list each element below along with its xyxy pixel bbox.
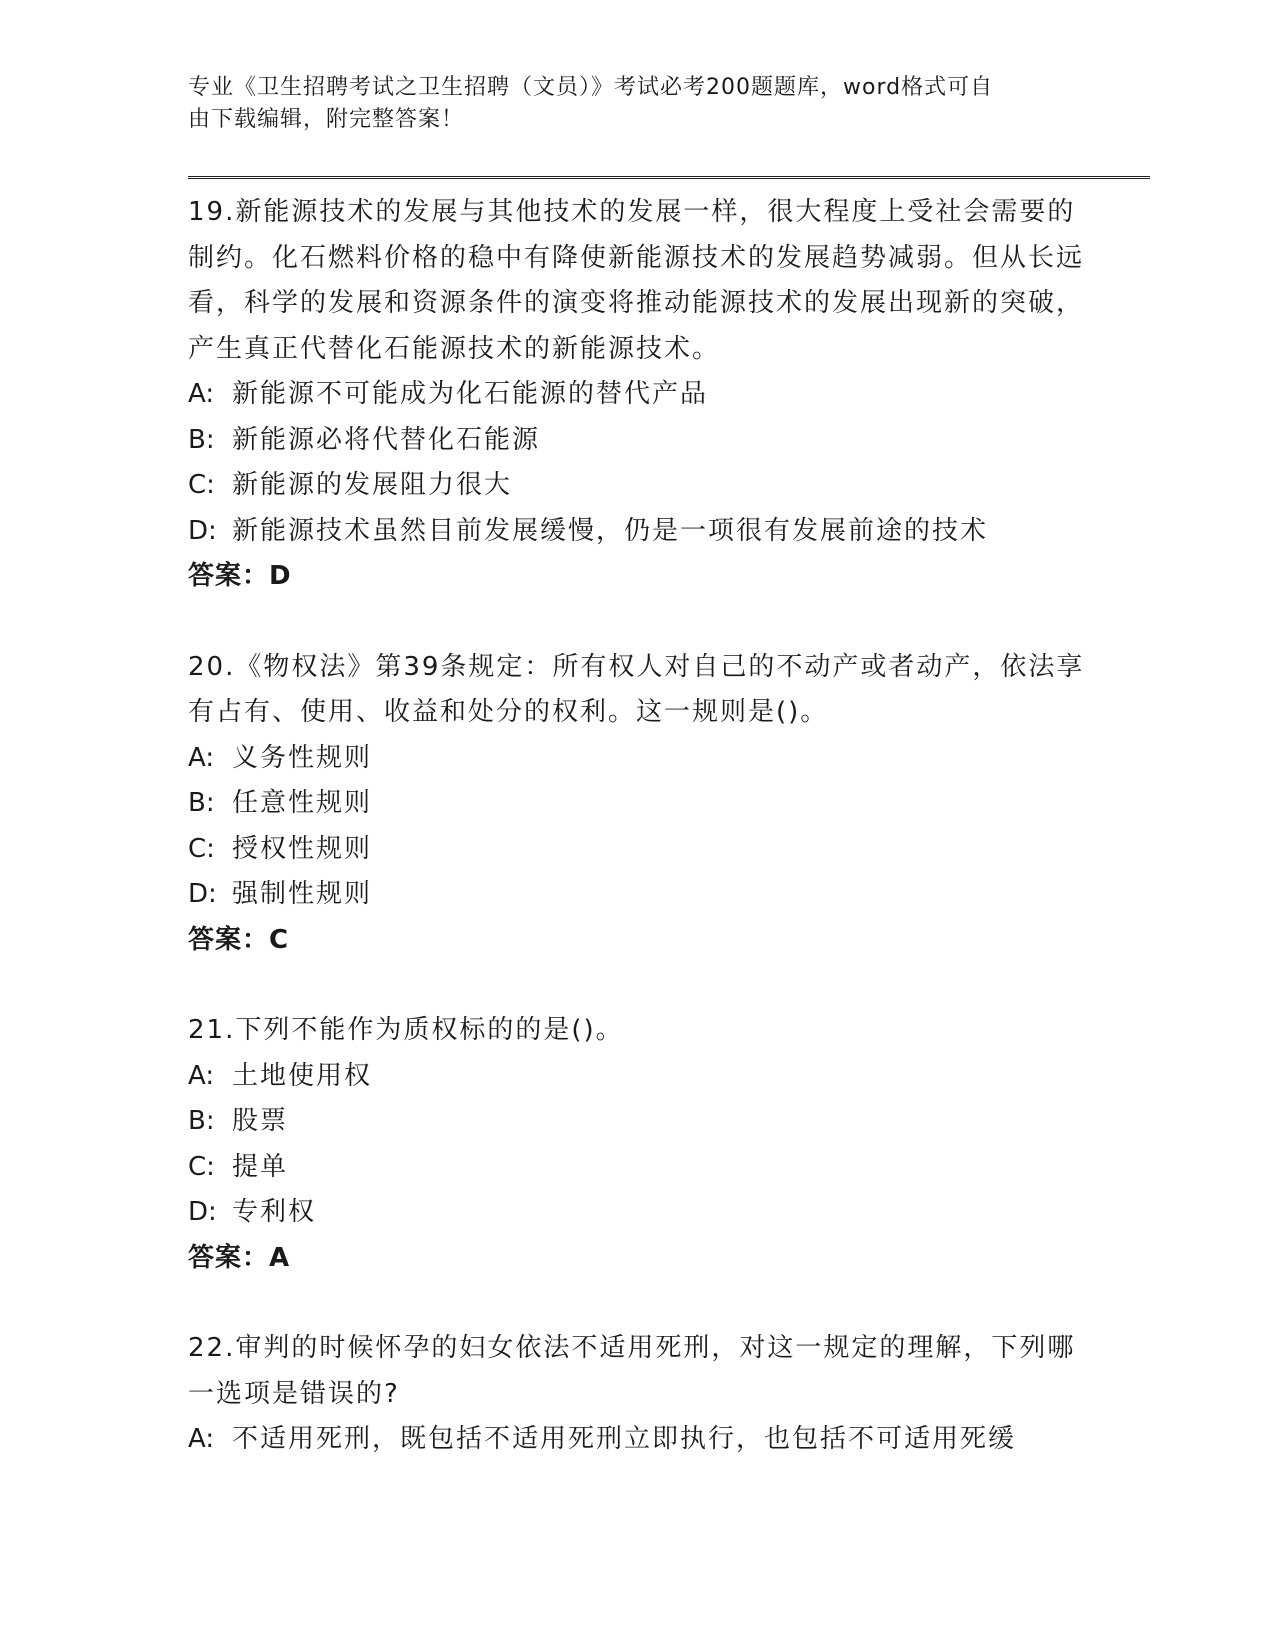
- question-19: [188, 190, 1088, 600]
- option-letter: A:: [188, 379, 215, 409]
- option-letter: C:: [188, 470, 215, 500]
- option-c: [188, 463, 1088, 509]
- option-letter: B:: [188, 424, 215, 455]
- answer-line: 答案：C: [188, 924, 290, 955]
- option-letter: D:: [188, 515, 217, 546]
- spacer: [188, 1281, 1088, 1326]
- option-c: [188, 827, 1088, 873]
- question-stem: 19.新能源技术的发展与其他技术的发展一样，很大程度上受社会需要的制约。化石燃料价格的稳中有降使新能源技术的发展趋势减弱。但从长远看，科学的发展和资源条件的演变将推动能源技术的发展出现新的突破，产生真正代替化石能源技术的新能源技术。: [188, 197, 1085, 364]
- option-text: 专利权: [232, 1197, 317, 1227]
- option-b: [188, 781, 1088, 827]
- option-letter: A:: [188, 1424, 215, 1454]
- option-d: [188, 509, 1088, 555]
- option-letter: B:: [188, 788, 215, 818]
- option-a: [188, 736, 1088, 782]
- option-letter: A:: [188, 1060, 215, 1091]
- answer-line: 答案：D: [188, 561, 292, 591]
- option-letter: C:: [188, 1151, 215, 1182]
- option-text: 提单: [232, 1151, 289, 1182]
- question-21: [188, 1008, 1088, 1281]
- option-d: [188, 1190, 1088, 1236]
- header-line-2: 由下载编辑，附完整答案！: [188, 107, 465, 132]
- option-letter: B:: [188, 1106, 215, 1136]
- option-a: [188, 1417, 1088, 1463]
- option-text: 新能源的发展阻力很大: [232, 470, 513, 500]
- question-stem: 21.下列不能作为质权标的的是()。: [188, 1015, 624, 1045]
- header-divider: [188, 176, 1150, 179]
- question-20: [188, 645, 1088, 964]
- option-letter: D:: [188, 1197, 217, 1227]
- option-text: 义务性规则: [232, 742, 373, 773]
- option-text: 授权性规则: [232, 833, 373, 864]
- question-stem: 22.审判的时候怀孕的妇女依法不适用死刑，对这一规定的理解，下列哪一选项是错误的?: [188, 1333, 1076, 1409]
- question-list: [188, 190, 1088, 1463]
- option-text: 土地使用权: [232, 1060, 373, 1091]
- question-stem: 20.《物权法》第39条规定：所有权人对自己的不动产或者动产，依法享有占有、使用、收益和处分的权利。这一规则是()。: [188, 651, 1085, 727]
- question-22: [188, 1326, 1088, 1463]
- option-text: 新能源必将代替化石能源: [232, 424, 541, 455]
- option-text: 股票: [232, 1106, 289, 1136]
- document-header: [188, 72, 1088, 136]
- option-letter: D:: [188, 879, 217, 909]
- option-text: 新能源技术虽然目前发展缓慢，仍是一项很有发展前途的技术: [232, 515, 989, 546]
- answer-line: 答案：A: [188, 1242, 291, 1273]
- spacer: [188, 600, 1088, 645]
- header-line-1: 专业《卫生招聘考试之卫生招聘（文员）》考试必考200题题库，word格式可自: [188, 75, 994, 100]
- option-letter: C:: [188, 833, 215, 864]
- option-a: [188, 1054, 1088, 1100]
- option-a: [188, 372, 1088, 418]
- option-b: [188, 418, 1088, 464]
- option-text: 新能源不可能成为化石能源的替代产品: [232, 379, 709, 409]
- option-d: [188, 872, 1088, 918]
- option-letter: A:: [188, 742, 215, 773]
- option-c: [188, 1145, 1088, 1191]
- option-text: 不适用死刑，既包括不适用死刑立即执行，也包括不可适用死缓: [232, 1424, 1017, 1454]
- spacer: [188, 963, 1088, 1008]
- option-b: [188, 1099, 1088, 1145]
- option-text: 任意性规则: [232, 788, 373, 818]
- option-text: 强制性规则: [232, 879, 373, 909]
